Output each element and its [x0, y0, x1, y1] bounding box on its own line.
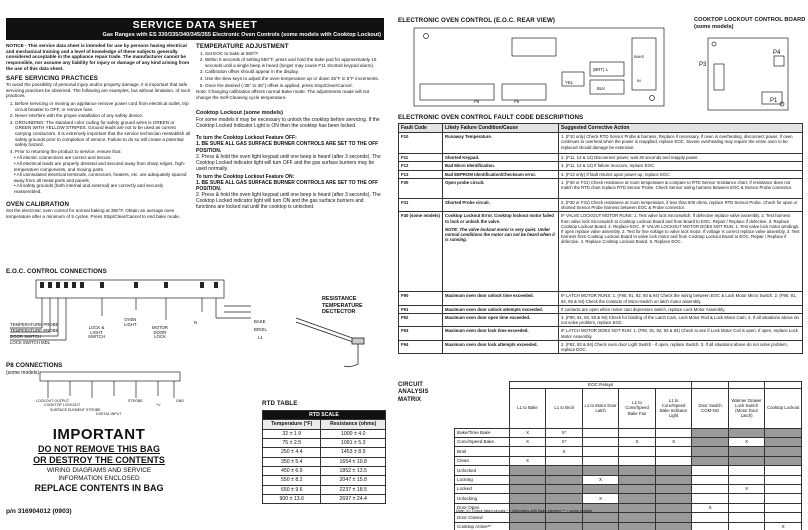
matrix-cell	[765, 503, 802, 512]
table-row: F40 (some models) Cooktop Lockout Error. Cooktop lockout motor failed to lock or unlock the valve. NOTE: The valve lockout motor is very quiet. Under normal conditions the motor can not be heard when it is running. IF VALVE LOCKOUT MOTOR RUNS: 1. Test valve lock microswitch. If defective replace valve assembly. 2. Test harness from valve lock microswitch to Cooktop Lockout Board and from Board to EOC. Repair / Replace if defective. 3. Replace Cooktop Lockout Board. 4. Replace EOC. IF VALVE LOCKOUT MOTOR DOES NOT RUN: 1. Test valve lock motor windings. If open replace valve assembly. 2. Test for line voltage to valve lock motor. If voltage is correct replace valve assembly. 3. Test harness from Cooktop Lockout Board to valve lock motor and from Cooktop Lockout Board to EOC. Repair / Replace if defective. 4. Replace Cooktop Lockout Board. 5. Replace EOC.	[399, 212, 803, 292]
table-row	[455, 466, 802, 475]
matrix-group-header: EOC Relays	[509, 382, 692, 389]
table-row	[455, 522, 802, 530]
matrix-cell	[692, 428, 729, 437]
lockout-off-step-1: 1. BE SURE ALL GAS SURFACE BURNER CONTROLS ARE SET TO THE OFF POSITION.	[196, 141, 379, 154]
matrix-cell	[509, 513, 546, 522]
temp-step: 4. Use the slew keys to adjust the oven temperature up or down 35°F in 5°F increments.	[205, 76, 384, 82]
matrix-cell	[619, 447, 656, 456]
matrix-cell	[582, 428, 619, 437]
matrix-cell	[546, 456, 583, 465]
table-row: 450 ± 6.9 1852 ± 13.5	[263, 467, 386, 476]
table-row: F31 Shorted Probe circuit. 2. (F30 or F31) Check resistance at room temperature, if less than 500 ohms, replace RTD Sensor Probe. Check for open or shorted Sensor Probe harness between EOC & Probe connector.	[399, 198, 803, 211]
ovencal-text: Set the electronic oven control for normal baking at 350°F. Obtain an average oven temperature after a minimum of 5 cycles. Press Stop/Clear/Cancel to end bake mode.	[6, 208, 181, 219]
safe-heading: SAFE SERVICING PRACTICES	[6, 74, 99, 82]
matrix-cell	[692, 513, 729, 522]
eoc-label-neutral: N	[194, 320, 198, 325]
safe-bullet: • All electrical leads are properly dressed and secured away from sharp edges, high-temperature components, and moving parts.	[14, 160, 186, 172]
matrix-cell	[619, 456, 656, 465]
matrix-cell	[655, 503, 692, 512]
matrix-cell: X	[546, 447, 583, 456]
eoc-label-l1: L1	[258, 335, 263, 340]
temp-step: 5. Once the desired (-35° to 35°) offset is applied, press Stop/Clear/Cancel.	[205, 83, 384, 89]
matrix-col-header: L1 to Motor Door Latch	[582, 388, 619, 428]
circuit-analysis-matrix	[454, 381, 802, 530]
matrix-cell	[655, 447, 692, 456]
rtd-col-temp: Temperature (°F)	[263, 420, 321, 429]
title-bar	[6, 18, 384, 40]
matrix-cell	[728, 447, 765, 456]
matrix-heading: CIRCUIT ANALYSIS MATRIX	[398, 382, 429, 403]
important-box	[6, 426, 192, 498]
matrix-body	[455, 428, 802, 530]
table-row: 350 ± 5.4 1654 ± 10.8	[263, 457, 386, 466]
eoc-connections-diagram	[6, 276, 276, 346]
page-title: SERVICE DATA SHEET	[132, 19, 258, 31]
matrix-cell	[509, 475, 546, 484]
matrix-cell	[582, 456, 619, 465]
table-row: 900 ± 13.6 2697 ± 24.4	[263, 495, 386, 504]
important-line-3: WIRING DIAGRAMS AND SERVICE	[46, 467, 152, 475]
fault-col-condition: Likely Failure Condition/Cause	[443, 124, 559, 133]
matrix-cell	[582, 513, 619, 522]
eoc-label-lock-light: LOCK & LIGHT SWITCH	[88, 325, 105, 340]
rtd-col-resistance: Resistance (ohms)	[321, 420, 386, 429]
rear-label-blk: BLK	[597, 86, 606, 91]
matrix-cell	[546, 494, 583, 503]
matrix-cell: X	[728, 437, 765, 446]
matrix-cell: X	[765, 522, 802, 530]
matrix-col-header: Warmer Drawer Lock Switch (Motor Door Latch)	[728, 388, 765, 428]
eoc-label-broil: BROIL	[254, 327, 267, 332]
safe-item: 3. GROUNDING: The standard color coding for safety ground wires is GREEN or GREEN WITH YELLOW STRIPES. Ground leads are not to be used as current carrying conductors. It is extremely important that the service technician reestablish all safety grounds prior to completion of service. Failure to do so will create a potential safety hazard.	[15, 120, 192, 148]
eoc-label-temp-probe-1: TEMPERATURE PROBE	[10, 322, 59, 327]
matrix-row-label: Locked	[455, 484, 510, 493]
safe-bullet: • All uninsulated electrical terminals, connectors, heaters, etc. are adequately spaced away from all metal parts and panels.	[14, 172, 187, 183]
matrix-row-label: Cooktop Active**	[455, 522, 510, 530]
matrix-cell	[619, 484, 656, 493]
matrix-cell	[728, 456, 765, 465]
fault-col-code: Fault Code	[399, 124, 443, 133]
lockout-heading: Cooktop Lockout (some models)	[196, 110, 284, 117]
matrix-cell	[765, 466, 802, 475]
ovencal-heading: OVEN CALIBRATION	[6, 200, 70, 208]
matrix-note: Note: X= Check listed circuits * = Alternates with Bake element ** = some models	[456, 509, 593, 513]
matrix-cell	[728, 428, 765, 437]
rtd-table	[262, 410, 386, 504]
matrix-cell	[655, 475, 692, 484]
important-heading: IMPORTANT	[52, 426, 146, 443]
important-line-4: INFORMATION ENCLOSED	[58, 475, 140, 483]
matrix-cell	[728, 475, 765, 484]
temp-steps	[205, 51, 384, 89]
p8-label: SURFACE ELEMENT STROBE	[50, 407, 101, 412]
matrix-cell	[765, 428, 802, 437]
matrix-row-label: Unlocking	[455, 494, 510, 503]
matrix-cell	[692, 475, 729, 484]
p8-label: STROBE	[128, 399, 143, 403]
board-label-p1: P1	[770, 98, 778, 104]
table-row	[455, 475, 802, 484]
table-row: 32 ± 1.9 1000 ± 4.0	[263, 429, 386, 438]
matrix-cell	[692, 466, 729, 475]
matrix-row-label: Broil	[455, 447, 510, 456]
matrix-cell	[509, 466, 546, 475]
matrix-cell	[692, 522, 729, 530]
matrix-cell	[655, 466, 692, 475]
table-row	[455, 437, 802, 446]
p8-label: +V	[156, 403, 161, 407]
rtd-table-heading: RTD TABLE	[262, 400, 298, 407]
matrix-cell: X	[509, 437, 546, 446]
matrix-col-header: Cooktop Lockout	[765, 388, 802, 428]
rear-label-p5: P5	[514, 99, 520, 104]
matrix-cell	[655, 513, 692, 522]
table-row	[455, 484, 802, 493]
matrix-cell	[692, 437, 729, 446]
matrix-cell	[728, 494, 765, 503]
board-label-p3: P3	[699, 62, 707, 68]
p8-subheading: (some models)	[6, 369, 40, 376]
matrix-cell	[582, 447, 619, 456]
matrix-cell	[546, 475, 583, 484]
eoc-label-oven-light: OVEN LIGHT	[124, 317, 137, 327]
matrix-cell	[619, 428, 656, 437]
p8-heading: P8 CONNECTIONS	[6, 362, 63, 369]
matrix-cell	[765, 475, 802, 484]
notice: NOTICE - This service data sheet is intended for use by persons having electrical and mechanical training and a level of knowledge of these subjects generally considered acceptable in the appliance repair trade. The manufacturer cannot be responsible, nor assume any liability for injury or damage of any kind arising from the use of this data sheet.	[6, 43, 190, 71]
cooktop-board-diagram	[700, 34, 800, 112]
page-subtitle: Gas Ranges with ES 330/335/340/345/355 Electronic Oven Controls (some models with Cooktop Lockout)	[102, 31, 381, 38]
matrix-row-label: Unlocked	[455, 466, 510, 475]
matrix-cell: X	[655, 437, 692, 446]
table-row: F13 Bad EEPROM Identification/Checksum error. 4. (F13 only) If fault returns upon power-up, replace EOC.	[399, 170, 803, 178]
rear-label-in: IN	[637, 79, 641, 83]
matrix-cell: X	[692, 503, 729, 512]
table-row	[455, 513, 802, 522]
rtd-probe-drawing	[286, 312, 381, 372]
temp-step: 3. Calibration offset should appear in the display.	[205, 69, 384, 75]
matrix-cell	[765, 484, 802, 493]
matrix-cell	[619, 475, 656, 484]
safe-bullet: • All safety grounds (both internal and external) are correctly and securely reassembled.	[14, 183, 164, 194]
matrix-col-header: L1 to Broil	[546, 388, 583, 428]
matrix-row-label: Locking	[455, 475, 510, 484]
matrix-cell	[765, 494, 802, 503]
table-row: F92 Maximum oven door open time exceeded. 3. (F90, 91, 92, 93 & 94) Check for binding of the Latch Cam, Lock Motor Rod & Lock Motor Cam. 4. If all situations above do not solve problem, replace EOC.	[399, 313, 803, 326]
table-row: F91 Maximum oven door unlock attempts exceeded. If contacts are open when motor cam depresses switch, replace Lock Motor Assembly.	[399, 305, 803, 313]
matrix-cell: X	[509, 456, 546, 465]
part-number: p/n 316904012 (0903)	[6, 508, 72, 515]
matrix-col-header: L1 to Bake	[509, 388, 546, 428]
eoc-rear-heading: ELECTRONIC OVEN CONTROL (E.O.C. REAR VIEW)	[398, 17, 556, 24]
eoc-connections-heading: E.O.C. CONTROL CONNECTIONS	[6, 268, 107, 275]
important-line-2: OR DESTROY THE CONTENTS	[33, 455, 165, 466]
matrix-cell	[655, 428, 692, 437]
matrix-cell	[582, 522, 619, 530]
lockout-on-step-1: 1. BE SURE ALL GAS SURFACE BURNER CONTROLS ARE SET TO THE OFF POSITION.	[196, 179, 379, 193]
temp-step: 2. Within 5 seconds of setting 550°F, press and hold the bake pad for approximately 15 seconds until a single beep is heard (longer may cause F11 shorted keypad alarm).	[205, 57, 384, 68]
matrix-row-label: Bake/Time Bake	[455, 428, 510, 437]
board-label-p4: P4	[773, 50, 781, 56]
table-row: 550 ± 8.2 2047 ± 15.8	[263, 476, 386, 485]
p8-labels	[36, 399, 206, 417]
eoc-label-temp-probe-2: TEMPERATURE PROBE	[10, 328, 59, 333]
safe-intro: To avoid the possibility of personal injury and/or property damage, it is important that safe servicing practices be observed. The following are examples, but without limitation, of such practices.	[6, 82, 191, 99]
matrix-cell	[728, 513, 765, 522]
lockout-off-step-2: 2. Press & hold the oven light keypad until one beep is heard (after 3 seconds). The Cooktop Locked indicator light will turn OFF and the gas surface burners may be used normally.	[196, 153, 381, 172]
table-row	[455, 447, 802, 456]
matrix-cell	[765, 447, 802, 456]
matrix-cell	[619, 466, 656, 475]
matrix-cell	[546, 513, 583, 522]
matrix-cell	[728, 466, 765, 475]
matrix-cell: X	[582, 475, 619, 484]
table-row: F11 Shorted Keypad. 2. (F11, 12 & 13) Disconnect power, wait 30 seconds and reapply power.	[399, 154, 803, 162]
lockout-off-heading: To turn the Cooktop Lockout Feature OFF:	[196, 135, 297, 142]
safe-item: 1. Before servicing or moving an appliance remove power cord from electrical outlet, trip circuit breaker to OFF, or remove fuse.	[15, 101, 192, 112]
temp-note: Note: Changing calibration affects normal Bake mode. The adjustments made will not change the Self-Cleaning cycle temperature.	[196, 89, 370, 100]
matrix-row-label: Door Closed	[455, 513, 510, 522]
matrix-column-headers	[455, 388, 802, 428]
matrix-cell	[728, 522, 765, 530]
table-row: F90 Maximum oven door unlock time exceeded. IF LATCH MOTOR RUNS: 1. (F90, 91, 92, 93 & 94) Check the wiring between EOC & Lock Motor Micro Switch. 2. (F90, 91, 92, 93 & 94) Check the contacts of Micro-Switch on latch motor assembly.	[399, 292, 803, 305]
lockout-on-step-2: 2. Press & hold the oven light keypad until one beep is heard (after 3 seconds). The Cooktop Locked indicator light will turn ON and the gas surface burners and functions are locked out until the cooktop is unlocked.	[196, 192, 381, 211]
safe-list	[15, 101, 192, 154]
fault-code-table	[398, 123, 803, 354]
eoc-label-bake: BAKE	[254, 319, 266, 324]
matrix-cell: X	[619, 437, 656, 446]
eoc-label-door-switch: DOOR SWITCH	[10, 334, 42, 339]
rtd-scale-title: RTD SCALE	[263, 411, 386, 420]
p8-label: COOKTOP LOCKOUT	[44, 403, 81, 408]
fault-table-heading: ELECTRONIC OVEN CONTROL FAULT CODE DESCRIPTIONS	[398, 114, 584, 121]
table-row	[455, 494, 802, 503]
matrix-cell: X*	[546, 437, 583, 446]
matrix-col-header: L1 to Conv/Speed Bake Indicator Light	[655, 388, 692, 428]
eoc-label-motor-door-lock: MOTOR DOOR LOCK	[152, 325, 168, 340]
safe-bullet: • All electric connections are correct and secure.	[14, 155, 112, 161]
safe-bullets	[14, 155, 192, 194]
safe-item: 4. Prior to returning the product to service, ensure that:	[15, 149, 192, 155]
matrix-cell	[619, 513, 656, 522]
matrix-cell	[692, 447, 729, 456]
rear-label-p8: P8	[474, 99, 480, 104]
matrix-cell	[619, 494, 656, 503]
eoc-rear-view-diagram	[412, 24, 668, 110]
matrix-row-label: Conv/Speed Bake	[455, 437, 510, 446]
safe-item: 2. Never interfere with the proper installation of any safety device.	[15, 113, 192, 119]
matrix-cell: X	[582, 494, 619, 503]
important-line-5: REPLACE CONTENTS IN BAG	[34, 482, 164, 493]
matrix-cell	[765, 437, 802, 446]
matrix-cell: X*	[546, 428, 583, 437]
matrix-cell	[765, 513, 802, 522]
rear-label-brt: (BRT) L	[593, 67, 608, 72]
table-row: 75 ± 2.5 1091 ± 5.3	[263, 439, 386, 448]
fault-col-action: Suggested Corrective Action	[559, 124, 803, 133]
matrix-col-header: L1 to Conv/Speed Bake Fan	[619, 388, 656, 428]
matrix-cell	[619, 522, 656, 530]
matrix-cell: X	[509, 428, 546, 437]
mid-text-col	[196, 43, 384, 212]
p8-label: LOCKOUT OUTPUT	[36, 399, 70, 403]
table-row: 650 ± 9.6 2237 ± 18.5	[263, 485, 386, 494]
table-row	[455, 456, 802, 465]
p8-label: GND	[176, 399, 184, 403]
matrix-cell	[509, 522, 546, 530]
matrix-cell	[765, 456, 802, 465]
lockout-intro: For some models it may be necessary to unlock the cooktop before servicing. If the Cooktop Locked Indicator Light is ON then the cooktop has been locked.	[196, 117, 380, 130]
matrix-row-label: Clean	[455, 456, 510, 465]
rear-label-bake: BAKE	[634, 55, 645, 59]
p8-label: DIGITAL INPUT	[96, 412, 122, 417]
matrix-cell	[546, 484, 583, 493]
matrix-cell	[655, 494, 692, 503]
matrix-cell	[546, 466, 583, 475]
matrix-cell	[509, 494, 546, 503]
matrix-cell	[619, 503, 656, 512]
important-line-1: DO NOT REMOVE THIS BAG	[37, 444, 160, 455]
eoc-label-lock-switch: LOCK SWITCH MDL	[10, 340, 51, 345]
table-row: 250 ± 4.4 1453 ± 8.9	[263, 448, 386, 457]
rtd-detector-heading: RESISTANCE TEMPERATURE DECTECTOR	[322, 296, 363, 316]
matrix-cell	[655, 484, 692, 493]
matrix-cell	[692, 484, 729, 493]
matrix-col-header: Door Switch COM-NO	[692, 388, 729, 428]
table-row: F30 Open probe circuit. 1. (F30 or F31) Check resistance at room temperature & compare to RTD Sensor resistance chart. If resistance does not match the RTD chart replace RTD Sensor Probe. Check Sensor wiring harness between EOC & Sensor Probe connector.	[399, 178, 803, 198]
temp-step: 1. Set EOC to bake at 550°F.	[205, 51, 384, 57]
table-row: F10 Runaway Temperature. 1. (F10 only) Check RTD Sensor Probe & harness. Replace if necessary. If oven is overheating, disconnect power. If oven continues to overheat when the power is reapplied, replace EOC. Severe overheating may require the entire oven to be replaced should damage be extensive.	[399, 133, 803, 154]
matrix-cell	[509, 484, 546, 493]
matrix-cell	[655, 456, 692, 465]
matrix-cell	[655, 522, 692, 530]
matrix-cell	[692, 456, 729, 465]
matrix-cell: X	[728, 484, 765, 493]
p8-connections-diagram	[30, 370, 190, 400]
table-row: F93 Maximum oven door lock time exceeded. IF LATCH MOTOR DOES NOT RUN: 1. (F90, 91, 92, 93 & 94) Check to see if Lock Motor Coil is open. If open, replace Lock Motor Assembly.	[399, 327, 803, 340]
cooktop-board-heading: COOKTOP LOCKOUT CONTROL BOARD (some models)	[694, 17, 806, 30]
rear-label-yel: YEL	[565, 80, 574, 85]
table-row: F12 Bad Micro Identification. 3. (F11, 12 & 13) If failure reoccurs, replace EOC.	[399, 162, 803, 170]
temp-adjust-heading: TEMPERATURE ADJUSTMENT	[196, 43, 289, 50]
matrix-cell	[546, 522, 583, 530]
matrix-cell	[692, 494, 729, 503]
table-row: F94 Maximum oven door lock attempts exceeded. 2. (F92, 93 & 94) Check oven door Light Switch - if open, replace Switch. 3. If all situations above do not solve problem, replace EOC.	[399, 340, 803, 353]
matrix-cell	[582, 484, 619, 493]
matrix-cell	[509, 447, 546, 456]
matrix-cell	[582, 437, 619, 446]
matrix-cell	[728, 503, 765, 512]
table-row	[455, 428, 802, 437]
matrix-row-label: Door Open	[455, 503, 510, 512]
left-text-col	[6, 43, 192, 221]
matrix-cell	[582, 466, 619, 475]
lockout-on-heading: To turn the Cooktop Lockout Feature ON:	[196, 173, 295, 180]
